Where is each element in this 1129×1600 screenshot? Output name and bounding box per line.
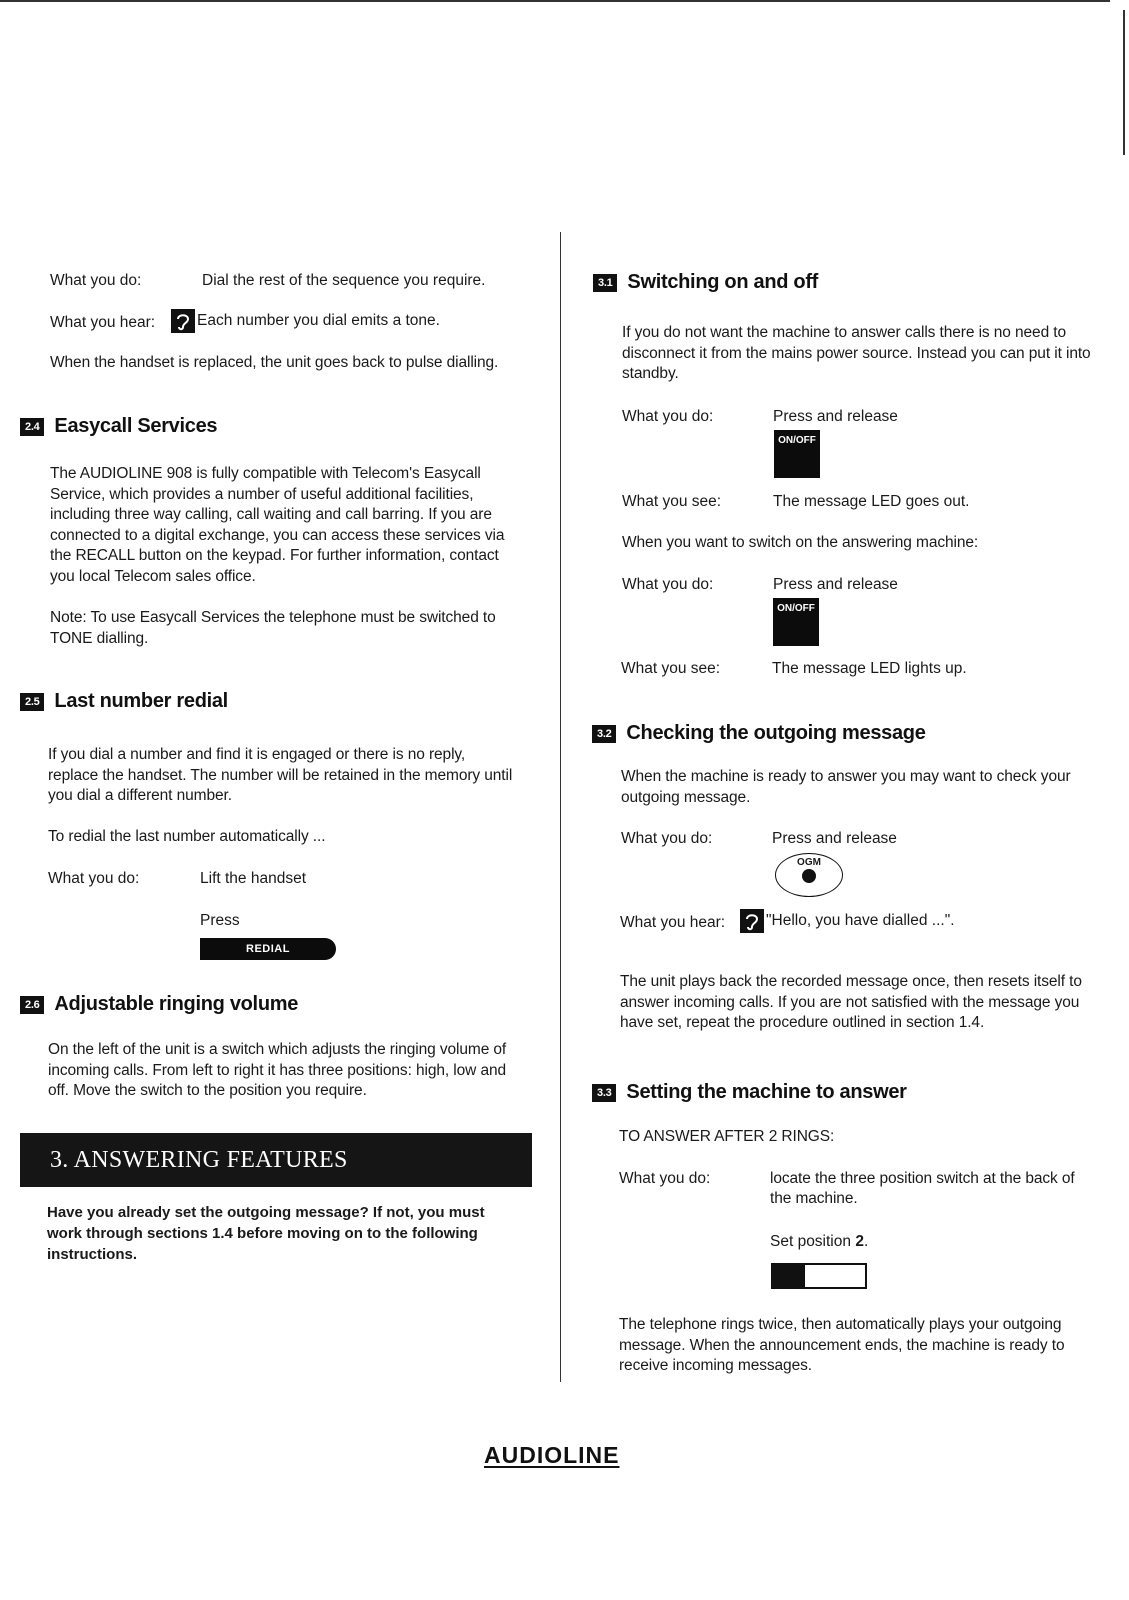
- chapter-note: Have you already set the outgoing message? If not, you must work through sections 1.4 before moving on to the following instructions.: [47, 1204, 485, 1263]
- section-3-2-hear-label: What you hear:: [620, 914, 726, 931]
- set-position-prefix: Set position: [770, 1233, 856, 1250]
- section-3-2-do-value: Press and release: [772, 830, 897, 847]
- ogm-button[interactable]: [775, 853, 843, 897]
- section-number-badge: 2.6: [20, 996, 44, 1014]
- section-title: Checking the outgoing message: [626, 722, 926, 744]
- section-2-5-do-value: Lift the handset: [200, 870, 306, 887]
- section-2-6-paragraph: On the left of the unit is a switch which adjusts the ringing volume of incoming calls. From left to right it has three positions: high, low and off. Move the switch to the position you require.: [48, 1041, 507, 1099]
- switch-knob: [773, 1265, 805, 1287]
- section-3-1-see-value: The message LED goes out.: [773, 493, 970, 510]
- intro-paragraph: When the handset is replaced, the unit goes back to pulse dialling.: [50, 354, 499, 371]
- intro-hear-row: [171, 309, 440, 333]
- section-3-3-rings-heading: TO ANSWER AFTER 2 RINGS:: [619, 1128, 835, 1145]
- on-off-button[interactable]: ON/OFF: [773, 598, 819, 646]
- section-number-badge: 2.5: [20, 693, 44, 711]
- section-3-2-playback-paragraph: The unit plays back the recorded message once, then resets itself to answer incoming calls. If you are not satisfied with the message you have set, repeat the procedure outlined in section 1.4.: [620, 973, 1082, 1031]
- section-2-4-paragraph: The AUDIOLINE 908 is fully compatible with Telecom's Easycall Service, which provides a number of useful additional facilities, including three way calling, call waiting and call barring. If you are connected to a digital exchange, you can access these services via the RECALL button on the keypad. For further information, contact you local Telecom sales office.: [50, 465, 505, 585]
- section-2-5-paragraph: If you dial a number and find it is engaged or there is no reply, replace the handset. The number will be retained in the memory until you dial a different number.: [48, 746, 513, 804]
- ogm-button-label: OGM: [797, 857, 821, 868]
- column-divider: [560, 232, 561, 1382]
- section-number-badge: 3.3: [592, 1084, 616, 1102]
- audioline-logo: AUDIOLINE: [484, 1442, 620, 1468]
- section-3-2-paragraph: When the machine is ready to answer you may want to check your outgoing message.: [621, 768, 1071, 806]
- section-title: Setting the machine to answer: [626, 1081, 907, 1103]
- section-3-1-see-label: What you see:: [622, 493, 722, 510]
- section-3-3-do-value: locate the three position switch at the back of the machine.: [770, 1170, 1075, 1207]
- intro-do-label: What you do:: [50, 272, 142, 289]
- section-3-1-do2-label: What you do:: [622, 576, 714, 593]
- ear-icon: [740, 909, 764, 933]
- section-2-4-heading: [20, 415, 217, 438]
- section-3-3-paragraph: The telephone rings twice, then automatically plays your outgoing message. When the announcement ends, the machine is ready to receive incoming messages.: [619, 1316, 1065, 1374]
- page-right-border: [1123, 10, 1125, 155]
- section-3-1-see2-label: What you see:: [621, 660, 721, 677]
- section-title: Switching on and off: [627, 271, 819, 293]
- intro-hear-label: What you hear:: [50, 314, 156, 331]
- section-number-badge: 2.4: [20, 418, 44, 436]
- section-3-2-hear-value: "Hello, you have dialled ...".: [766, 912, 955, 929]
- set-position-suffix: .: [863, 1233, 869, 1250]
- section-3-3-do-label: What you do:: [619, 1170, 711, 1187]
- page-top-border: [0, 0, 1110, 2]
- three-position-switch[interactable]: [771, 1263, 867, 1289]
- section-number-badge: 3.1: [593, 274, 617, 292]
- section-2-5-heading: [20, 690, 228, 713]
- ear-icon: [171, 309, 195, 333]
- section-number-badge: 3.2: [592, 725, 616, 743]
- section-3-1-paragraph: If you do not want the machine to answer calls there is no need to disconnect it from the mains power source. Instead you can put it into standby.: [622, 324, 1091, 382]
- intro-do-value: Dial the rest of the sequence you require.: [202, 272, 486, 289]
- section-2-5-do-label: What you do:: [48, 870, 140, 887]
- section-3-1-do2-value: Press and release: [773, 576, 898, 593]
- intro-hear-value: Each number you dial emits a tone.: [197, 312, 440, 329]
- section-3-2-heading: [592, 722, 926, 745]
- record-dot-icon: [802, 869, 816, 883]
- section-title: Adjustable ringing volume: [54, 993, 299, 1015]
- chapter-banner: 3. ANSWERING FEATURES: [20, 1133, 532, 1187]
- section-2-6-heading: [20, 993, 298, 1016]
- section-2-5-redial-intro: To redial the last number automatically ...: [48, 828, 326, 845]
- section-2-4-note: Note: To use Easycall Services the telephone must be switched to TONE dialling.: [50, 609, 496, 647]
- section-3-2-do-label: What you do:: [621, 830, 713, 847]
- section-title: Easycall Services: [54, 415, 218, 437]
- section-2-5-press-label: Press: [200, 912, 240, 929]
- set-position-value: 2: [855, 1233, 864, 1250]
- section-3-1-switch-on-intro: When you want to switch on the answering machine:: [622, 534, 979, 551]
- section-3-3-heading: [592, 1081, 907, 1104]
- section-title: Last number redial: [54, 690, 228, 712]
- section-3-1-heading: [593, 271, 818, 294]
- section-3-1-do-value: Press and release: [773, 408, 898, 425]
- section-3-3-set-position: [770, 1232, 868, 1252]
- on-off-button[interactable]: ON/OFF: [774, 430, 820, 478]
- redial-button[interactable]: REDIAL: [200, 938, 336, 960]
- section-3-1-see2-value: The message LED lights up.: [772, 660, 967, 677]
- section-3-2-hear-row: [740, 909, 955, 933]
- section-3-1-do-label: What you do:: [622, 408, 714, 425]
